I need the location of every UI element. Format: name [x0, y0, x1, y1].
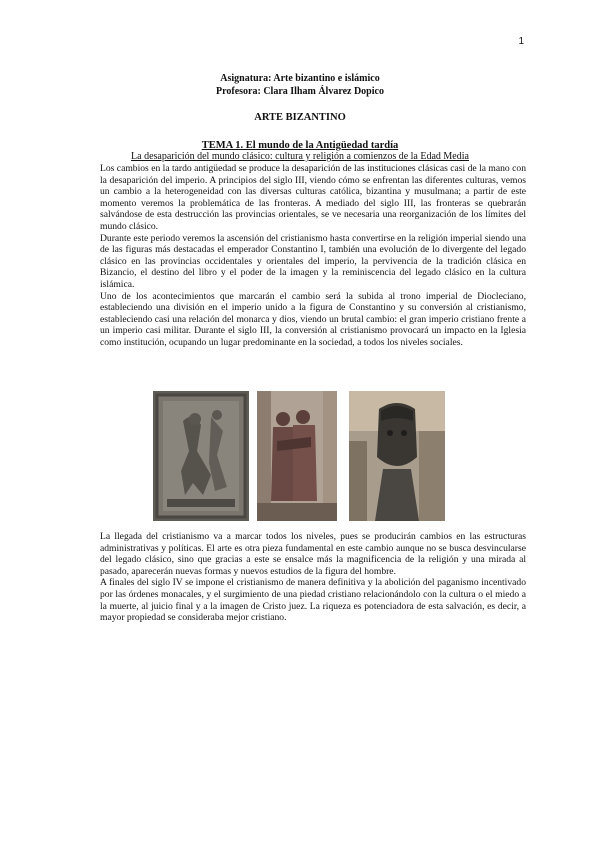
paragraph: Durante este periodo veremos la ascensión del cristianismo hasta convertirse en la religión imperial siendo una de las figuras más destacadas el emperador Constantino I, también una evolución de lo divergente del legado clásico en las provincias occidentales y orientales del imperio, la pervivencia de la tradición clásica en Bizancio, el destino del libro y el poder de la imagen y la reminiscencia del legado clásico en la cultura islámica. [100, 232, 526, 290]
course-line: Asignatura: Arte bizantino e islámico [220, 73, 380, 84]
tetrarchs-sculpture-image [257, 391, 337, 521]
paragraph: Los cambios en la tardo antigüedad se produce la desaparición de las instituciones clásicas casi de la mano con la desaparición del imperio. A principios del siglo III, viendo cómo se enfrentan las diferentes culturas, vemos un cambio a la heterogeneidad con las diversas culturas católica, bizantina y musulmana; a partir de este momento veremos la problemática de las fronteras. A mediado del siglo III, las fronteras se quebrarán salvándose de esta destrucción las provincias orientales, se ve necesaria una reorganización de los límites del mundo clásico. [100, 163, 526, 232]
professor-line: Profesora: Clara Ilham Álvarez Dopico [216, 86, 384, 97]
section-title: TEMA 1. El mundo de la Antigüedad tardía [201, 140, 399, 151]
body-text-top [100, 163, 526, 349]
paragraph: A finales del siglo IV se impone el cristianismo de manera definitiva y la abolición del paganismo incentivado por las órdenes monacales, y el surgimiento de una piedad cristiano relacionándolo con la cultura o el miedo a la muerte, al juicio final y a la imagen de Cristo juez. La riqueza es potenciadora de esta salvación, es decir, a mayor propiedad se consideraba mejor cristiano. [100, 577, 526, 624]
paragraph: Uno de los acontecimientos que marcarán el cambio será la subida al trono imperial de Diocleciano, estableciendo una división en el imperio unido a la figura de Constantino y su conversión al cristianismo, estableciendo casi una relación del monarca y dios, viendo un brutal cambio: el gran imperio cristiano frente a un imperio casi militar. Durante el siglo III, la conversión al cristianismo provocará un impacto en la Iglesia como institución, ocupando un lugar predominante en la sociedad, a todos los niveles sociales. [100, 290, 526, 348]
figure-row [153, 391, 453, 521]
relief-panel-image [153, 391, 249, 521]
constantine-head-image [349, 391, 445, 521]
paragraph: La llegada del cristianismo va a marcar todos los niveles, pues se producirán cambios en las estructuras administrativas y políticas. El arte es otra pieza fundamental en este cambio aunque no se busca desvincularse del legado clásico, sino que gracias a este se ensalce más la magnificencia de la religión y una mirada al pasado, aparecerán nuevas formas y nuevos estudios de la figura del hombre. [100, 531, 526, 577]
document-title: ARTE BIZANTINO [254, 112, 346, 123]
course-header [0, 72, 600, 98]
section-subtitle: La desaparición del mundo clásico: cultura y religión a comienzos de la Edad Media [131, 151, 469, 162]
body-text-bottom [100, 531, 526, 624]
page-number: 1 [518, 36, 524, 47]
